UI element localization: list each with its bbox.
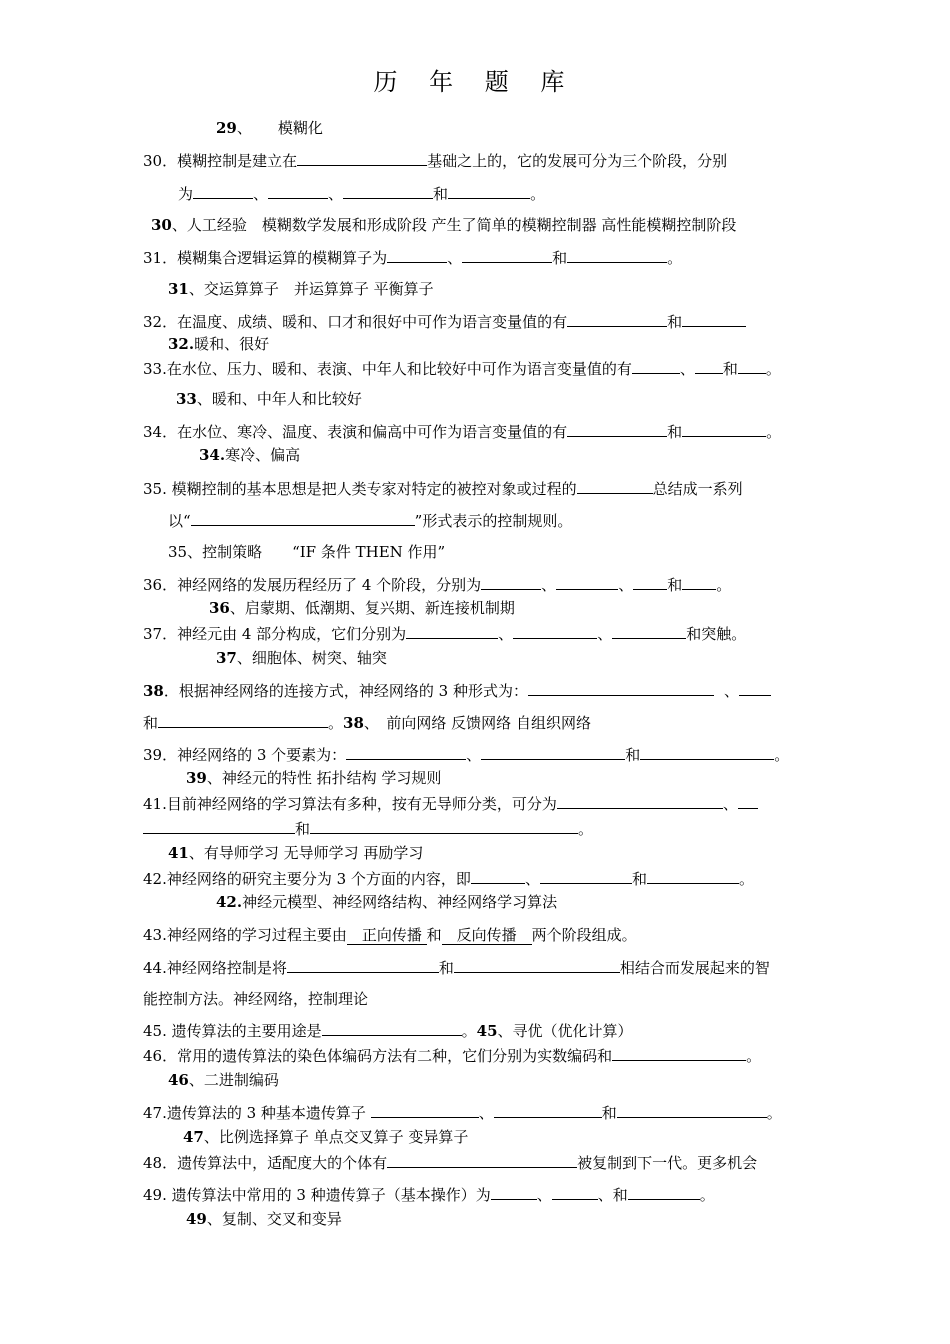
question-text: 。 (765, 360, 781, 378)
answer-text: 、有导师学习 无导师学习 再励学习 (188, 844, 424, 862)
question-38-line-2 (143, 712, 591, 733)
question-text: 能控制方法。神经网络，控制理论 (143, 990, 369, 1008)
question-text: 45. 遗传算法的主要用途是 (143, 1022, 322, 1040)
answer-39 (186, 768, 441, 788)
question-text: 46．常用的遗传算法的染色体编码方法有二种，它们分别为实数编码和 (143, 1047, 613, 1065)
blank (193, 183, 253, 199)
answer-underlined: 正向传播 (346, 926, 427, 944)
blank (612, 623, 686, 639)
answer-text: 、二进制编码 (188, 1071, 279, 1089)
blank (448, 183, 530, 199)
question-41-line-1 (143, 793, 758, 814)
question-36 (143, 574, 731, 595)
question-text: 、 (466, 746, 482, 764)
question-text: 总结成一系列 (652, 480, 743, 498)
question-text: ．根据神经网络的连接方式，神经网络的 3 种形式为： (163, 682, 528, 700)
blank (556, 574, 618, 590)
question-44-line-1 (143, 957, 770, 978)
question-text: 37．神经元由 4 部分构成，它们分别为 (143, 625, 407, 643)
question-text: 和 (631, 870, 647, 888)
blank (640, 744, 774, 760)
question-text: 、 (597, 625, 613, 643)
answer-text: 模糊化 (277, 119, 323, 137)
question-49 (143, 1184, 715, 1205)
blank (647, 868, 739, 884)
question-text: 36．神经网络的发展历程经历了 4 个阶段，分别为 (143, 576, 482, 594)
question-text: 41.目前神经网络的学习算法有多种，按有无导师分类，可分为 (143, 795, 557, 813)
question-text: 39．神经网络的 3 个要素为： (143, 746, 347, 764)
question-34 (143, 421, 781, 442)
question-text: 。 (530, 185, 546, 203)
blank (617, 1102, 767, 1118)
question-text: 49. 遗传算法中常用的 3 种遗传算子（基本操作）为 (143, 1186, 491, 1204)
blank (513, 623, 597, 639)
blank (191, 510, 415, 526)
question-text: 34．在水位、寒冷、温度、表演和偏高中可作为语言变量值的有 (143, 423, 568, 441)
answer-text: 、神经元的特性 拓扑结构 学习规则 (206, 769, 442, 787)
answer-number: 30 (151, 216, 172, 234)
blank (567, 421, 667, 437)
question-text: 和 (438, 959, 454, 977)
question-text: 30．模糊控制是建立在 (143, 152, 298, 170)
blank (612, 1045, 746, 1061)
answer-number: 32. (168, 335, 195, 353)
question-text: 和 (667, 576, 683, 594)
question-text: 、 (536, 1186, 552, 1204)
question-text: 。 (461, 1022, 477, 1040)
question-text: 、 (498, 625, 514, 643)
answer-sep: 、 (236, 119, 252, 137)
question-text: 。 (766, 1104, 782, 1122)
question-text: 。 (578, 820, 594, 838)
blank (567, 247, 667, 263)
question-text: 。 (738, 870, 754, 888)
question-text: 两个阶段组成。 (531, 926, 637, 944)
blank (143, 818, 295, 834)
answer-number: 41 (168, 844, 189, 862)
blank (387, 1152, 577, 1168)
question-text: 、 (253, 185, 269, 203)
answer-text: 35、控制策略 “IF 条件 THEN 作用” (168, 543, 446, 561)
question-text: 31．模糊集合逻辑运算的模糊算子为 (143, 249, 388, 267)
blank (268, 183, 328, 199)
answer-number: 45 (476, 1022, 498, 1040)
blank (738, 358, 766, 374)
blank (738, 793, 758, 809)
question-text: 相结合而发展起来的智 (619, 959, 770, 977)
blank (577, 478, 653, 494)
blank (628, 1184, 700, 1200)
answer-41 (168, 843, 423, 863)
answer-text: 、细胞体、树突、轴突 (236, 649, 387, 667)
blank (406, 623, 498, 639)
question-text: 42.神经网络的研究主要分为 3 个方面的内容，即 (143, 870, 471, 888)
question-text: 、和 (597, 1186, 628, 1204)
question-text: 、 (328, 185, 344, 203)
question-text: 、 (541, 576, 557, 594)
answer-text: 、启蒙期、低潮期、复兴期、新连接机制期 (229, 599, 515, 617)
question-text: 33.在水位、压力、暖和、表演、中年人和比较好中可作为语言变量值的有 (143, 360, 632, 378)
question-37 (143, 623, 746, 644)
answer-text: 、交运算算子 并运算算子 平衡算子 (188, 280, 434, 298)
question-text: 为 (178, 185, 194, 203)
question-41-line-2 (143, 818, 593, 839)
question-text: 43.神经网络的学习过程主要由 (143, 926, 347, 944)
question-38-line-1 (143, 680, 771, 701)
answer-49 (186, 1209, 342, 1229)
blank (454, 957, 620, 973)
blank (343, 183, 433, 199)
question-text: 。 (328, 714, 344, 732)
answer-37 (216, 648, 387, 668)
question-35-line-1 (143, 478, 743, 499)
question-text: 。 (667, 249, 683, 267)
blank (371, 1102, 479, 1118)
answer-text: 、人工经验 模糊数学发展和形成阶段 产生了简单的模糊控制器 高性能模糊控制阶段 (171, 216, 737, 234)
blank (491, 1184, 537, 1200)
blank (287, 957, 439, 973)
question-text: 。 (766, 423, 782, 441)
question-text: 47.遗传算法的 3 种基本遗传算子 (143, 1104, 371, 1122)
blank (633, 574, 667, 590)
answer-text: 、比例选择算子 单点交叉算子 变异算子 (203, 1128, 469, 1146)
blank (462, 247, 552, 263)
answer-text: 、寻优（优化计算） (497, 1022, 633, 1040)
question-text: 、 (524, 870, 540, 888)
question-number: 38 (143, 682, 164, 700)
blank (739, 680, 771, 696)
answer-number: 46 (168, 1071, 189, 1089)
question-text: 48．遗传算法中，适配度大的个体有 (143, 1154, 388, 1172)
question-text: 32．在温度、成绩、暖和、口才和很好中可作为语言变量值的有 (143, 313, 568, 331)
answer-number: 42. (216, 893, 243, 911)
blank (557, 793, 723, 809)
question-text: 和 (295, 820, 311, 838)
blank (552, 1184, 598, 1200)
question-text: 35. 模糊控制的基本思想是把人类专家对特定的被控对象或过程的 (143, 480, 577, 498)
question-text: 、 (478, 1104, 494, 1122)
question-text: 和 (667, 423, 683, 441)
answer-text: 寒冷、偏高 (225, 446, 301, 464)
answer-42 (216, 892, 557, 912)
question-32 (143, 311, 746, 332)
answer-46 (168, 1070, 279, 1090)
blank (481, 574, 541, 590)
page-title: 历 年 题 库 (373, 68, 577, 96)
question-text: 、 (679, 360, 695, 378)
blank (494, 1102, 602, 1118)
question-48 (143, 1152, 757, 1173)
blank (471, 868, 525, 884)
answer-number: 33 (176, 390, 197, 408)
question-30-line-2 (178, 183, 545, 204)
question-text: 和 (601, 1104, 617, 1122)
answer-33 (176, 389, 362, 409)
question-text: 和 (667, 313, 683, 331)
question-43 (143, 925, 637, 945)
answer-34 (199, 445, 300, 465)
question-text: 、 (447, 249, 463, 267)
question-text: 和 (625, 746, 641, 764)
blank (567, 311, 667, 327)
question-text: 、 (722, 795, 738, 813)
blank (528, 680, 714, 696)
answer-number: 49 (186, 1210, 207, 1228)
answer-number: 39 (186, 769, 207, 787)
blank (540, 868, 632, 884)
answer-number: 38 (343, 714, 364, 732)
question-44-line-2 (143, 989, 368, 1009)
answer-number: 37 (216, 649, 237, 667)
blank (297, 150, 427, 166)
question-text: 、 (723, 682, 739, 700)
answer-29 (216, 118, 323, 138)
question-text: 被复制到下一代。更多机会 (577, 1154, 758, 1172)
answer-number: 47 (183, 1128, 204, 1146)
answer-36 (209, 598, 515, 618)
question-text: 和 (552, 249, 568, 267)
answer-32 (168, 334, 269, 354)
answer-text: 、 前向网络 反馈网络 自组织网络 (363, 714, 591, 732)
question-text: 、 (618, 576, 634, 594)
blank (310, 818, 578, 834)
answer-underlined: 反向传播 (441, 926, 532, 944)
question-text: 和突触。 (686, 625, 747, 643)
answer-number: 31 (168, 280, 189, 298)
answer-text: 暖和、很好 (194, 335, 270, 353)
blank (682, 311, 746, 327)
blank (158, 712, 328, 728)
blank (695, 358, 723, 374)
question-text: 。 (746, 1047, 762, 1065)
answer-text: 、复制、交叉和变异 (206, 1210, 342, 1228)
question-42 (143, 868, 754, 889)
question-39 (143, 744, 789, 765)
question-35-line-2 (168, 510, 572, 531)
answer-number: 36 (209, 599, 230, 617)
question-33 (143, 358, 781, 379)
blank (387, 247, 447, 263)
question-text: 和 (143, 714, 159, 732)
question-text: 和 (433, 185, 449, 203)
blank (481, 744, 625, 760)
answer-31 (168, 279, 434, 299)
answer-35 (168, 542, 445, 562)
blank (682, 421, 766, 437)
question-text: 。 (716, 576, 732, 594)
question-text: 44.神经网络控制是将 (143, 959, 287, 977)
question-45 (143, 1020, 633, 1041)
question-30-line-1 (143, 150, 727, 171)
question-text: ”形式表示的控制规则。 (414, 512, 573, 530)
question-text: 。 (699, 1186, 715, 1204)
answer-30 (151, 215, 736, 235)
answer-text: 、暖和、中年人和比较好 (196, 390, 362, 408)
question-text: 。 (774, 746, 790, 764)
question-text: 和 (722, 360, 738, 378)
blank (632, 358, 680, 374)
question-text: 基础之上的，它的发展可分为三个阶段，分别 (427, 152, 728, 170)
blank (682, 574, 716, 590)
blank (322, 1020, 462, 1036)
question-text: 以“ (168, 512, 191, 530)
answer-text: 神经元模型、神经网络结构、神经网络学习算法 (242, 893, 558, 911)
question-47 (143, 1102, 782, 1123)
answer-number: 29 (216, 119, 237, 137)
question-text: 和 (426, 926, 442, 944)
question-46 (143, 1045, 761, 1066)
blank (346, 744, 466, 760)
answer-number: 34. (199, 446, 226, 464)
question-31 (143, 247, 682, 268)
answer-47 (183, 1127, 468, 1147)
